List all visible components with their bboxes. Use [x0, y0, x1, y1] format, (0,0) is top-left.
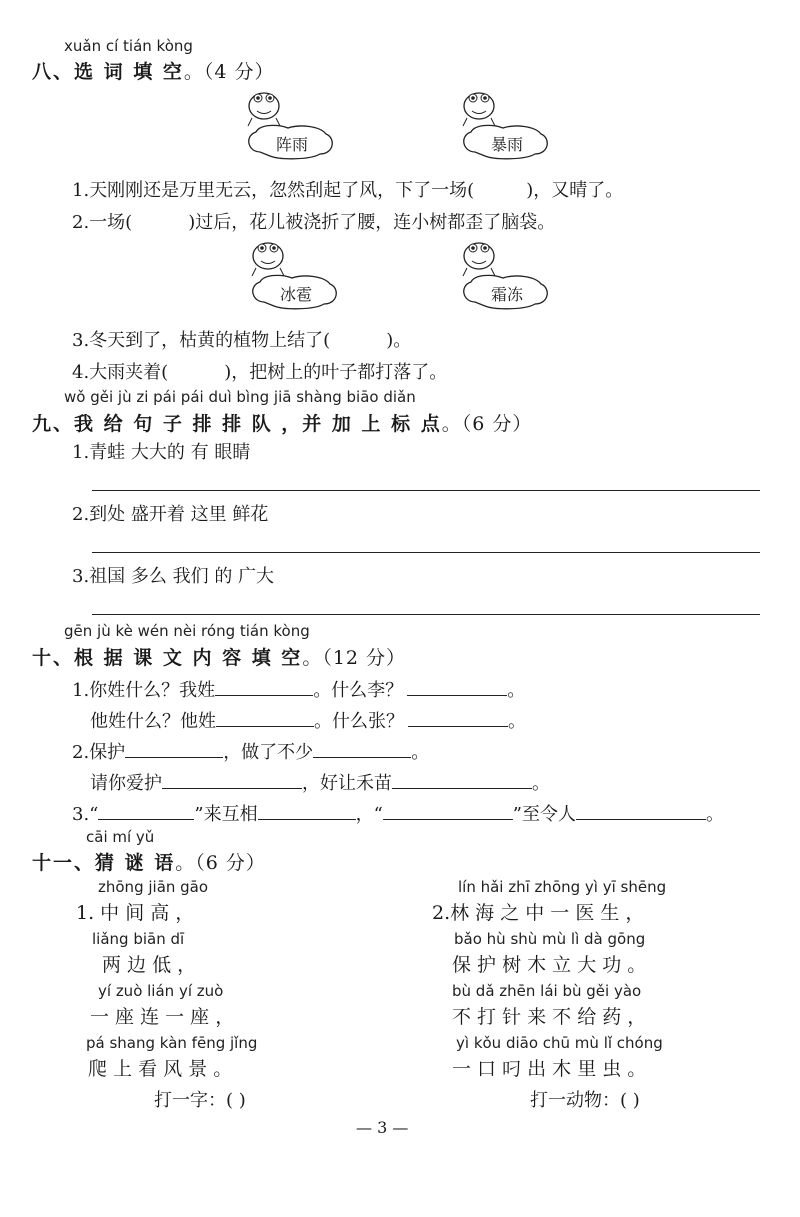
r1-text-b: 。什么李？: [313, 680, 404, 701]
blank-make[interactable]: [576, 801, 706, 820]
section9-item-3: 3.祖国 多么 我们 的 广大: [72, 566, 275, 587]
blank-zhang[interactable]: [408, 708, 508, 727]
r5-text-c: ，“: [355, 804, 383, 825]
riddle1-line-2: 两 边 低 ，: [102, 954, 197, 976]
riddle2-line-1: 2.林 海 之 中 一 医 生 ，: [432, 902, 645, 924]
section8-q2: [72, 208, 555, 234]
section10-pinyin: gēn jù kè wén nèi róng tián kòng: [64, 622, 310, 640]
section11-score: 。（6 分）: [175, 852, 266, 874]
word-bingbao: 冰雹: [280, 285, 313, 304]
blank-surname-1[interactable]: [215, 677, 313, 696]
riddle1-answer[interactable]: 打一字：( ): [154, 1090, 246, 1111]
section8-q1: [72, 176, 623, 202]
section10-row-2: [90, 707, 526, 733]
riddle2-line-2: 保 护 树 木 立 大 功 。: [452, 954, 647, 976]
r5-text-b: ”来互相: [194, 804, 258, 825]
section8-score: 。（4 分）: [183, 61, 275, 83]
r2-text-a: 他姓什么？他姓: [90, 711, 216, 732]
blank-mutual[interactable]: [258, 801, 356, 820]
section9-score: 。（6 分）: [441, 413, 533, 435]
blank-li[interactable]: [407, 677, 507, 696]
section9-heading: [32, 409, 532, 436]
answer-line-1[interactable]: [92, 490, 760, 491]
riddle1-line-1: 1. 中 间 高 ，: [76, 902, 195, 924]
riddle1-line-4: 爬 上 看 风 景 。: [88, 1058, 233, 1080]
section10-title: 十、根 据 课 文 内 容 填 空: [32, 647, 303, 669]
answer-line-3[interactable]: [92, 614, 760, 615]
r4-text-c: 。: [532, 773, 550, 794]
riddle2-line-3: 不 打 针 来 不 给 药 ，: [452, 1006, 647, 1028]
r2-text-b: 。什么张？: [314, 711, 404, 732]
blank-seedling[interactable]: [392, 770, 532, 789]
word-card-bingbao: [244, 234, 344, 318]
section9-item-2: 2.到处 盛开着 这里 鲜花: [72, 504, 269, 525]
riddle2-line-4: 一 口 叼 出 木 里 虫 。: [452, 1058, 647, 1080]
riddle2-pinyin-3: bù dǎ zhēn lái bù gěi yào: [452, 982, 642, 1000]
riddle2-pinyin-2: bǎo hù shù mù lì dà gōng: [454, 930, 646, 948]
r3-text-a: 2.保护: [72, 742, 126, 763]
riddle2-pinyin-1: lín hǎi zhī zhōng yì yī shēng: [458, 878, 667, 896]
section11-heading: [32, 848, 266, 875]
q4-text-after: )，把树上的叶子都打落了。: [224, 362, 448, 383]
section10-row-4: [90, 769, 550, 795]
section9-pinyin: wǒ gěi jù zi pái pái duì bìng jiā shàng biāo diǎn: [64, 388, 416, 406]
section10-row-3: [72, 738, 429, 764]
blank-surname-2[interactable]: [216, 708, 314, 727]
r3-text-b: ，做了不少: [223, 742, 314, 763]
riddle1-line-3: 一 座 连 一 座 ，: [90, 1006, 235, 1028]
r5-text-e: 。: [706, 804, 724, 825]
r5-text-a: 3.“: [72, 804, 99, 825]
word-zhenyu: 阵雨: [276, 135, 309, 154]
blank-did[interactable]: [313, 739, 411, 758]
section11-title: 十一、猜 谜 语: [32, 852, 176, 874]
riddle1-pinyin-3: yí zuò lián yí zuò: [98, 982, 224, 1000]
section11-pinyin: cāi mí yǔ: [86, 828, 155, 846]
riddle1-pinyin-1: zhōng jiān gāo: [98, 878, 209, 896]
r4-text-b: ，好让禾苗: [302, 773, 392, 794]
q3-text-after: )。: [386, 330, 412, 351]
section8-q3: [72, 326, 411, 352]
blank-protect[interactable]: [125, 739, 223, 758]
section8-pinyin: xuǎn cí tián kòng: [64, 37, 193, 55]
r1-text-c: 。: [507, 680, 526, 701]
q1-text-before: 1.天刚刚还是万里无云，忽然刮起了风，下了一场(: [72, 180, 475, 201]
section10-row-1: [72, 676, 525, 702]
r1-text-a: 1.你姓什么？我姓: [72, 680, 216, 701]
q1-text-after: )，又晴了。: [526, 180, 624, 201]
word-shuangdong: 霜冻: [491, 285, 524, 304]
word-card-zhenyu: [240, 84, 340, 168]
section9-item-1: 1.青蛙 大大的 有 眼睛: [72, 442, 251, 463]
word-baoyu: 暴雨: [491, 135, 524, 154]
q3-text-before: 3.冬天到了，枯黄的植物上结了(: [72, 330, 331, 351]
r2-text-c: 。: [508, 711, 526, 732]
q4-text-before: 4.大雨夹着(: [72, 362, 169, 383]
section8-q4: [72, 358, 447, 384]
section8-heading: [32, 57, 275, 84]
r3-text-c: 。: [411, 742, 430, 763]
section10-score: 。（12 分）: [302, 647, 407, 669]
page-number: — 3 —: [356, 1118, 409, 1137]
riddle1-pinyin-4: pá shang kàn fēng jǐng: [86, 1034, 258, 1052]
section10-row-5: [72, 800, 724, 826]
q2-text-after: )过后，花儿被浇折了腰，连小树都歪了脑袋。: [188, 212, 556, 233]
r4-text-a: 请你爱护: [90, 773, 162, 794]
word-card-baoyu: [455, 84, 555, 168]
blank-cherish[interactable]: [162, 770, 302, 789]
word-card-shuangdong: [455, 234, 555, 318]
blank-quote-1[interactable]: [98, 801, 194, 820]
riddle2-pinyin-4: yì kǒu diāo chū mù lǐ chóng: [456, 1034, 663, 1052]
r5-text-d: ”至令人: [512, 804, 576, 825]
riddle2-answer[interactable]: 打一动物：( ): [530, 1090, 640, 1111]
section8-title: 八、选 词 填 空: [32, 61, 184, 83]
blank-quote-2[interactable]: [383, 801, 513, 820]
q2-text-before: 2.一场(: [72, 212, 133, 233]
riddle1-pinyin-2: liǎng biān dī: [92, 930, 185, 948]
answer-line-2[interactable]: [92, 552, 760, 553]
section9-title: 九、我 给 句 子 排 排 队 ，并 加 上 标 点: [32, 413, 442, 435]
section10-heading: [32, 643, 406, 670]
